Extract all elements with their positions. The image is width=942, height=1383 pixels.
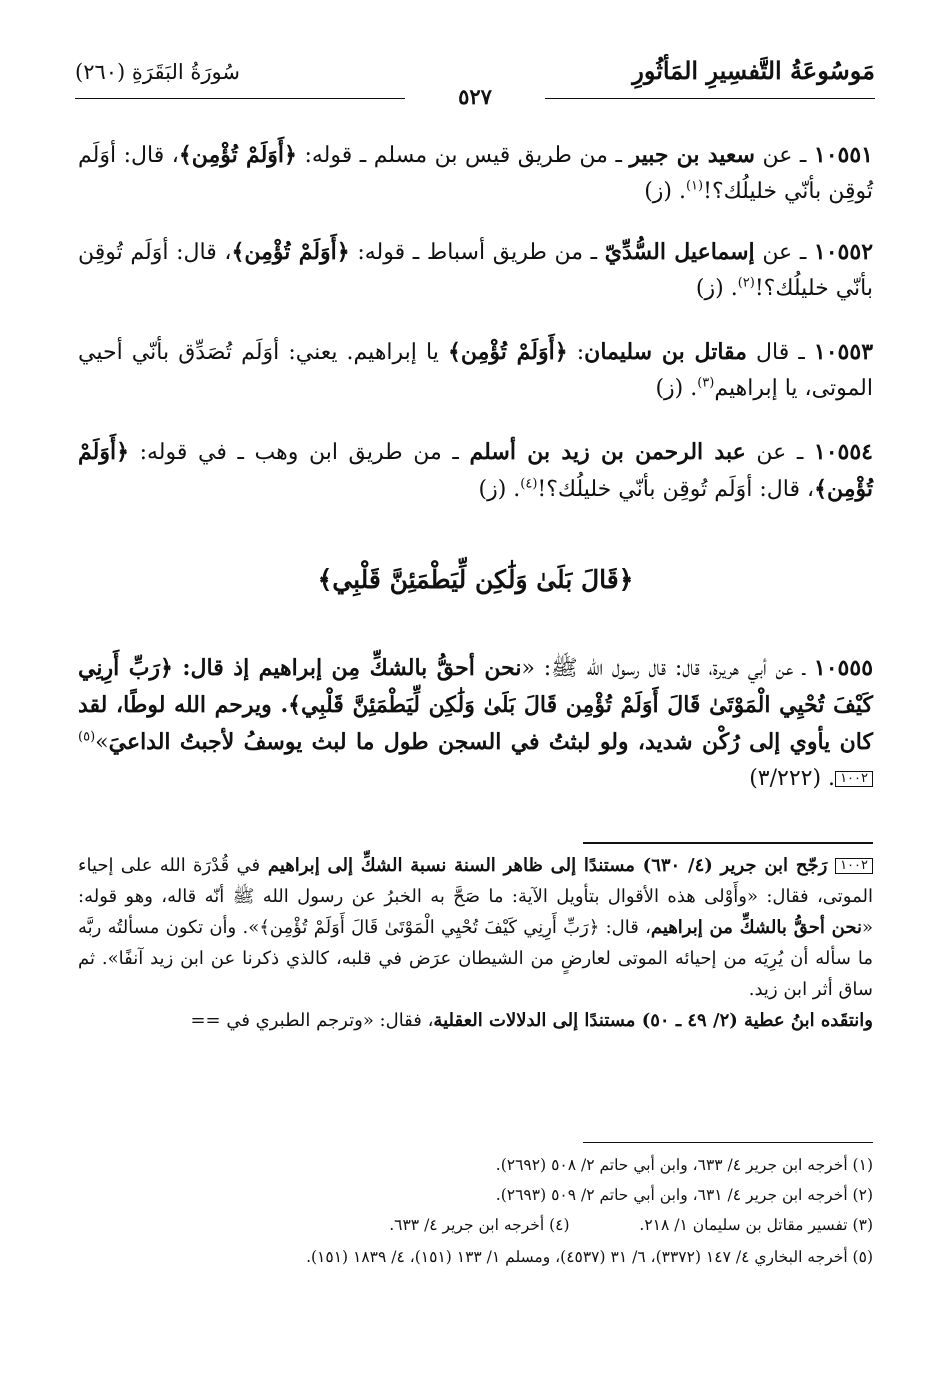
narrator-name: سعيد بن جبير: [629, 142, 755, 168]
entry-number: ١٠٥٥٣: [813, 339, 874, 365]
footnote-item: (٣) تفسير مقاتل بن سليمان ١/ ٢١٨.: [639, 1216, 873, 1234]
footnote-marker[interactable]: (١): [685, 178, 704, 194]
page-number: ٥٢٧: [448, 84, 502, 109]
entry-text: ـ عن: [745, 440, 814, 465]
narrator-name: مقاتل بن سليمان: [584, 339, 747, 365]
footnote: (١) أخرجه ابن جرير ٤/ ٦٣٣، وابن أبي حاتم ٢/ ٥٠٨ (٢٦٩٢).: [495, 1156, 873, 1174]
commentary-block: [78, 850, 873, 1036]
narrator-name: إسماعيل السُّدِّيّ: [604, 239, 755, 265]
entry-text: ـ عن: [754, 143, 814, 168]
entry-ref: . (ز): [655, 376, 698, 401]
commentary-text: ، قال: ﴿رَبِّ أَرِنِي كَيْفَ تُحْيِي الْمَوْتَىٰ قَالَ أَوَلَمْ تُؤْمِن﴾». وأن تكون مسألتُه ربَّه ما سأله أن يُرِيَه من إحيائه الموتى لعارضٍ من الشيطان عرَض في قلبه، كالذي ذكرنا عن ابن زيد آنفًا». ثم ساق أثر ابن زيد.: [78, 917, 873, 1000]
entry-number: ١٠٥٥٥: [813, 655, 874, 681]
commentary-separator: [583, 842, 873, 844]
commentary-text: ، فقال: «وترجم الطبري في ==: [190, 1010, 434, 1031]
athar-entry: [78, 137, 873, 210]
commentary-ref-box[interactable]: ١٠٠٢: [835, 771, 873, 787]
entry-text: ـ من طريق ابن وهب ـ في قوله:: [128, 440, 470, 465]
page-number-wrap: [75, 84, 875, 109]
hadith-entry: [78, 650, 873, 797]
footnote-separator: [583, 1142, 873, 1143]
commentary-text: رَجّح ابن جرير (٤/ ٦٣٠) مستندًا إلى ظاهر السنة نسبة الشكِّ إلى إبراهيم: [260, 855, 836, 876]
entry-text: ـ من طريق قيس بن مسلم ـ قوله:: [296, 143, 630, 168]
footnote-marker[interactable]: (٤): [520, 476, 538, 492]
entry-number: ١٠٥٥٢: [813, 239, 874, 265]
entry-number: ١٠٥٥١: [813, 142, 873, 168]
athar-entry: [78, 434, 873, 508]
hadith-quote: نحن أحقُّ بالشكِّ من إبراهيم: [650, 917, 862, 938]
entry-ref: . (ز): [695, 276, 738, 301]
footnote-marker[interactable]: (٥): [78, 729, 96, 745]
entry-text: ، قال: أوَلَم تُوقِن بأنّي خليلُك؟!: [537, 477, 815, 502]
entry-text: ، قال: أوَلَم تُوقِن بأنّي خليلُك؟!: [78, 143, 873, 204]
footnote: [78, 1212, 873, 1239]
commentary-text: في قُدْرَة الله على إحياء الموتى، فقال: «وأَوْلى هذه الأقوال بتأويل الآية: ما صَحَّ به الخبرُ عن رسول الله ﷺ أنّه قاله، وهو قوله: «: [78, 855, 873, 938]
footnote: (٥) أخرجه البخاري ٤/ ١٤٧ (٣٣٧٢)، ٦/ ٣١ (٤٥٣٧)، ومسلم ١/ ١٣٣ (١٥١)، ٤/ ١٨٣٩ (١٥١).: [306, 1248, 873, 1266]
entry-text: ، قال: أوَلَم تُوقِن بأنّي خليلُك؟!: [78, 240, 873, 301]
entry-text: ـ عن: [754, 240, 814, 265]
verse-heading: ﴿قَالَ بَلَىٰ وَلَٰكِن لِّيَطْمَئِنَّ قَلْبِي﴾: [317, 565, 634, 594]
ayah-quote: ﴿أَوَلَمْ تُؤْمِن﴾: [178, 142, 297, 168]
footnote-marker[interactable]: (٣): [697, 375, 715, 391]
athar-entry: [78, 234, 873, 307]
entry-text: :: [567, 340, 585, 365]
entry-ref: . (ز): [644, 179, 686, 204]
book-title: مَوسُوعَةُ التَّفسِيرِ المَأثُورِ: [632, 56, 875, 85]
page-header: [75, 50, 875, 110]
ayah-quote: ﴿أَوَلَمْ تُؤْمِن﴾: [231, 239, 350, 265]
surah-label: سُورَةُ البَقَرَةِ (٢٦٠): [75, 60, 240, 84]
entry-text: ـ قال: [746, 340, 814, 365]
entry-text: يا إبراهيم. يعني: أوَلَم تُصَدِّق بأنّي أحيي الموتى، يا إبراهيم: [78, 340, 873, 401]
entry-number: ١٠٥٥٤: [813, 439, 873, 465]
entry-ref: . (٣/٢٢٢): [749, 766, 836, 791]
hadith-text: نحن أحقُّ بالشكِّ مِن إبراهيم إذ قال: ﴿رَبِّ أَرِنِي كَيْفَ تُحْيِي الْمَوْتَىٰ قَالَ أَوَلَمْ تُؤْمِن قَالَ بَلَىٰ وَلَٰكِن لِّيَطْمَئِنَّ قَلْبِي﴾. ويرحم الله لوطًا، لقد كان يأوي إلى رُكْن شديد، ولو لبثتُ في السجن طول ما لبث يوسفُ لأجبتُ الداعيَ: [78, 655, 873, 755]
footnote: (٢) أخرجه ابن جرير ٤/ ٦٣١، وابن أبي حاتم ٢/ ٥٠٩ (٢٦٩٣).: [495, 1186, 873, 1204]
footnote-marker[interactable]: (٢): [737, 275, 755, 291]
entry-text: ـ من طريق أسباط ـ قوله:: [349, 240, 605, 265]
athar-entry: [78, 334, 873, 407]
ayah-quote: ﴿أَوَلَمْ تُؤْمِن﴾: [447, 339, 568, 365]
entry-text: »: [95, 730, 109, 755]
narrator-name: عبد الرحمن بن زيد بن أسلم: [469, 439, 746, 465]
ayah-quote: ﴿أَوَلَمْ تُؤْمِن﴾: [78, 439, 873, 502]
entry-ref: . (ز): [478, 477, 521, 502]
commentary-bold: وانتقَده ابنُ عطية (٢/ ٤٩ ـ ٥٠) مستندًا إلى الدلالات العقلية: [433, 1010, 873, 1031]
footnote-item: (٤) أخرجه ابن جرير ٤/ ٦٣٣.: [389, 1216, 570, 1234]
commentary-number-box: ١٠٠٢: [835, 858, 873, 874]
entry-text: ـ عن أبي هريرة، قال: قال رسول الله ﷺ: «: [521, 656, 814, 681]
